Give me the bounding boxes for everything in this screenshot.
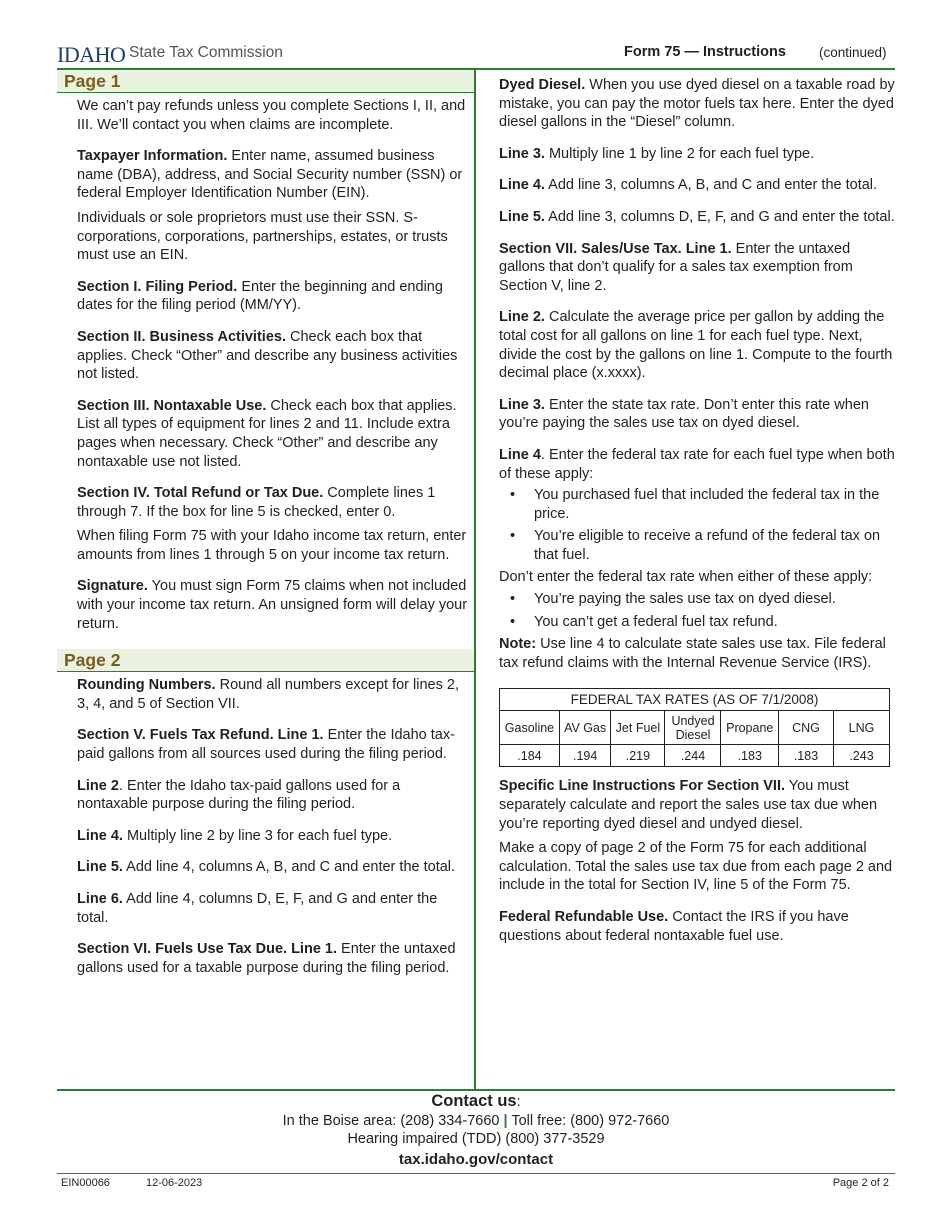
federal-refundable-use: Federal Refundable Use. Contact the IRS if you have questions about federal nontaxable fuel use.	[499, 909, 849, 944]
left-column	[57, 70, 474, 977]
table-cell: .243	[834, 745, 890, 767]
section3-nontaxable-use: Section III. Nontaxable Use. Check each box that applies. List all types of equipment for lines 2 and 11. Include extra pages when necessary. Check “Other” and describe any nontaxable use not listed.	[77, 397, 457, 470]
signature-instructions: Signature. You must sign Form 75 claims when not included with your income tax return. An unsigned form will delay your return.	[77, 578, 468, 632]
rounding-numbers: Rounding Numbers. Round all numbers except for lines 2, 3, 4, and 5 of Section VII.	[77, 677, 459, 712]
list-item: • You can’t get a federal fuel tax refund.	[499, 613, 895, 632]
table-header-cell: LNG	[834, 711, 890, 745]
form-code: EIN00066	[61, 1177, 110, 1189]
table-header-cell: AV Gas	[559, 711, 610, 745]
section6-line1: Section VI. Fuels Use Tax Due. Line 1. Enter the untaxed gallons used for a taxable purpose during the filing period.	[77, 941, 456, 976]
copy-page2-note: Make a copy of page 2 of the Form 75 for each additional calculation. Total the sales use tax due from each page 2 and include in the total for Section IV, line 5 of the Form 75.	[499, 840, 893, 894]
page-number: Page 2 of 2	[832, 1177, 889, 1189]
table-cell: .183	[721, 745, 779, 767]
page1-heading: Page 1	[57, 70, 474, 93]
list-item: • You’re eligible to receive a refund of the federal tax on that fuel.	[499, 527, 895, 564]
dyed-diesel: Dyed Diesel. When you use dyed diesel on a taxable road by mistake, you can pay the motor fuels tax here. Enter the dyed diesel gallons in the “Diesel” column.	[499, 77, 895, 131]
form-title: Form 75 — Instructions	[624, 44, 786, 60]
line4-note: Note: Use line 4 to calculate state sales use tax. File federal tax refund claims with the Internal Revenue Service (IRS).	[499, 636, 886, 671]
taxpayer-info: Taxpayer Information. Enter name, assumed business name (DBA), address, and Social Security number (SSN) or federal Employer Identification Number (EIN).	[77, 148, 463, 202]
table-cell: .244	[665, 745, 721, 767]
contact-heading: Contact us:	[431, 1092, 521, 1110]
table-caption: FEDERAL TAX RATES (AS OF 7/1/2008)	[500, 689, 890, 711]
section4-total-refund: Section IV. Total Refund or Tax Due. Complete lines 1 through 7. If the box for line 5 is checked, enter 0.	[77, 485, 436, 520]
section2-business-activities: Section II. Business Activities. Check each box that applies. Check “Other” and describe any business activities not listed.	[77, 328, 458, 383]
section5-line1: Section V. Fuels Tax Refund. Line 1. Enter the Idaho tax-paid gallons from all sources used during the filing period.	[77, 727, 455, 763]
revision-date: 12-06-2023	[146, 1177, 203, 1189]
agency-name: State Tax Commission	[129, 44, 283, 61]
list-item: • You purchased fuel that included the federal tax in the price.	[499, 486, 895, 523]
table-header-cell: Jet Fuel	[611, 711, 665, 745]
idaho-logo: IDAHO	[57, 42, 126, 67]
page-header	[57, 40, 895, 70]
right-column	[499, 76, 895, 945]
table-cell: .219	[611, 745, 665, 767]
section5-line5: Line 5. Add line 4, columns A, B, and C and enter the total.	[77, 859, 456, 876]
table-header-cell: Gasoline	[500, 711, 560, 745]
section6-line4: Line 4. Add line 3, columns A, B, and C and enter the total.	[499, 177, 878, 194]
page1-intro: We can’t pay refunds unless you complete Sections I, II, and III. We’ll contact you when claims are incomplete.	[77, 98, 466, 133]
footer-divider	[57, 1173, 895, 1174]
section5-line6: Line 6. Add line 4, columns D, E, F, and G and enter the total.	[77, 891, 438, 926]
page2-heading: Page 2	[57, 649, 474, 672]
table-cell: .184	[500, 745, 560, 767]
list-item: • You’re paying the sales use tax on dyed diesel.	[499, 590, 895, 609]
section4-note: When filing Form 75 with your Idaho income tax return, enter amounts from lines 1 through 5 on your income tax return.	[77, 528, 467, 563]
table-cell: .183	[779, 745, 834, 767]
contact-tdd: Hearing impaired (TDD) (800) 377-3529	[347, 1131, 605, 1147]
dont-enter-conditions-list	[499, 590, 895, 631]
table-header-cell: CNG	[779, 711, 834, 745]
contact-divider	[57, 1089, 895, 1091]
federal-tax-rates-table	[499, 688, 890, 767]
continued-label: (continued)	[819, 45, 887, 60]
section1-filing-period: Section I. Filing Period. Enter the beginning and ending dates for the filing period (MM/YY).	[77, 278, 443, 314]
specific-line-instructions: Specific Line Instructions For Section VII. You must separately calculate and report the sales use tax due when you’re reporting dyed diesel and undyed diesel.	[499, 778, 878, 832]
section6-line5: Line 5. Add line 3, columns D, E, F, and G and enter the total.	[499, 208, 895, 225]
table-header-cell: Propane	[721, 711, 779, 745]
table-cell: .194	[559, 745, 610, 767]
table-header-cell: Undyed Diesel	[665, 711, 721, 745]
dont-enter-note: Don’t enter the federal tax rate when either of these apply:	[499, 569, 873, 586]
section7-line1: Section VII. Sales/Use Tax. Line 1. Enter the untaxed gallons that don’t qualify for a sales tax exemption from Section V, line 2.	[499, 240, 853, 294]
section7-line2: Line 2. Calculate the average price per gallon by adding the total cost for all gallons on line 1 for each fuel type. Next, divide the cost by the gallons on line 1. Compute to the fourth decimal place (x.xxxx).	[499, 309, 893, 382]
contact-section	[57, 1092, 895, 1169]
section6-line3: Line 3. Multiply line 1 by line 2 for each fuel type.	[499, 145, 815, 162]
section5-line2: Line 2. Enter the Idaho tax-paid gallons used for a nontaxable purpose during the filing period.	[77, 777, 401, 813]
section5-line4: Line 4. Multiply line 2 by line 3 for each fuel type.	[77, 827, 393, 844]
contact-phones: In the Boise area: (208) 334-7660 | Toll free: (800) 972-7660	[282, 1112, 670, 1129]
apply-conditions-list	[499, 486, 895, 564]
contact-url-link[interactable]: tax.idaho.gov/contact	[398, 1150, 554, 1168]
individuals-note: Individuals or sole proprietors must use their SSN. S-corporations, corporations, partnerships, estates, or trusts must use an EIN.	[77, 209, 448, 264]
section7-line4: Line 4. Enter the federal tax rate for each fuel type when both of these apply:	[499, 446, 895, 482]
section7-line3: Line 3. Enter the state tax rate. Don’t enter this rate when you’re paying the sales use tax on dyed diesel.	[499, 396, 869, 432]
column-divider	[474, 70, 476, 1089]
